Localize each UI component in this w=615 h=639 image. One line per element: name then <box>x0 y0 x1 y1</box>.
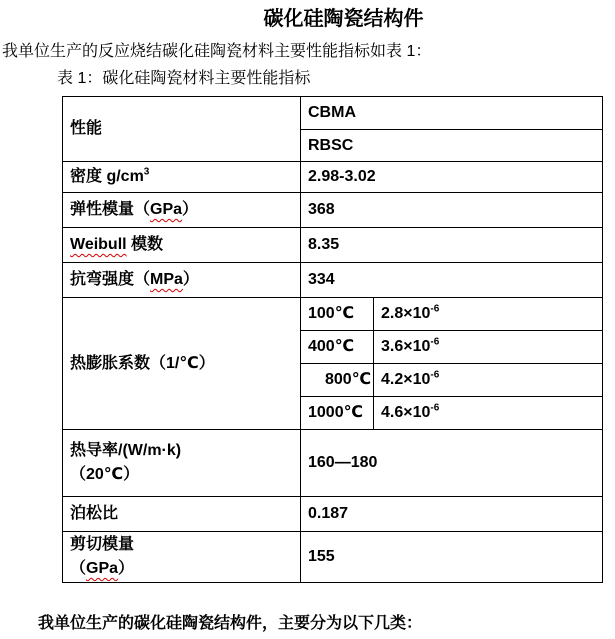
elastic-modulus-value-cell: 368 <box>301 193 603 228</box>
cte-temp-100-cell: 100℃ <box>301 298 374 331</box>
closing-paragraph: 我单位生产的碳化硅陶瓷结构件，主要分为以下几类： <box>38 615 423 632</box>
thermal-conductivity-label-line2: （20℃） <box>70 466 140 483</box>
table-row-poisson <box>63 497 603 532</box>
table-row-density <box>63 162 603 193</box>
bending-strength-value-cell: 334 <box>301 263 603 298</box>
cte-value-400-cell <box>374 331 603 364</box>
cte-value-400-superscript: -6 <box>430 336 440 348</box>
shear-modulus-label-post: ） <box>118 560 135 577</box>
shear-modulus-label-pre: （ <box>70 560 87 577</box>
density-label: 密度 g/cm <box>70 168 144 185</box>
table-row-weibull <box>63 228 603 263</box>
cte-label-cell: 热膨胀系数（1/℃） <box>63 298 301 430</box>
poisson-label-cell: 泊松比 <box>63 497 301 532</box>
document-title: 碳化硅陶瓷结构件 <box>263 8 424 30</box>
table-row-cte-100 <box>63 298 603 331</box>
cte-value-1000-cell <box>374 397 603 430</box>
cte-value-100-cell <box>374 298 603 331</box>
material-cbma-cell: CBMA <box>301 97 603 130</box>
elastic-modulus-unit: GPa <box>150 201 183 218</box>
weibull-label-cell <box>63 228 301 263</box>
shear-modulus-value-cell: 155 <box>301 532 603 583</box>
elastic-modulus-label-cell <box>63 193 301 228</box>
table-row-bending-strength <box>63 263 603 298</box>
bending-strength-label-post: ） <box>182 271 199 288</box>
cte-value-800-cell <box>374 364 603 397</box>
density-label-cell <box>63 162 301 193</box>
cte-value-800-superscript: -6 <box>430 369 440 381</box>
table-row-elastic-modulus <box>63 193 603 228</box>
poisson-value-cell: 0.187 <box>301 497 603 532</box>
shear-modulus-label-line1: 剪切模量 <box>70 536 135 553</box>
elastic-modulus-label-post: ） <box>182 201 199 218</box>
table-row-shear-modulus <box>63 532 603 583</box>
table-row-header-1 <box>63 97 603 130</box>
bending-strength-label-pre: 抗弯强度（ <box>70 271 151 288</box>
cte-temp-1000-cell: 1000℃ <box>301 397 374 430</box>
bending-strength-unit: MPa <box>150 271 183 288</box>
intro-paragraph: 我单位生产的反应烧结碳化硅陶瓷材料主要性能指标如表 1： <box>2 43 432 60</box>
properties-table <box>62 96 603 583</box>
cte-value-400: 3.6×10 <box>381 338 431 355</box>
table-row-thermal-conductivity <box>63 430 603 497</box>
bending-strength-label-cell <box>63 263 301 298</box>
thermal-conductivity-value-cell: 160—180 <box>301 430 603 497</box>
weibull-value-cell: 8.35 <box>301 228 603 263</box>
cte-temp-400-cell: 400℃ <box>301 331 374 364</box>
table-caption: 表 1：碳化硅陶瓷材料主要性能指标 <box>57 70 311 87</box>
cte-value-1000: 4.6×10 <box>381 404 431 421</box>
cte-value-800: 4.2×10 <box>381 371 431 388</box>
property-header-cell: 性能 <box>63 97 301 162</box>
cte-temp-800-cell: 800℃ <box>301 364 374 397</box>
cte-value-1000-superscript: -6 <box>430 402 440 414</box>
shear-modulus-label-cell <box>63 532 301 583</box>
material-rbsc-cell: RBSC <box>301 130 603 162</box>
shear-modulus-label-line2 <box>70 557 294 581</box>
cte-value-100-superscript: -6 <box>430 303 440 315</box>
density-value-cell: 2.98-3.02 <box>301 162 603 193</box>
elastic-modulus-label-pre: 弹性模量（ <box>70 201 151 218</box>
density-label-superscript: 3 <box>143 166 150 178</box>
thermal-conductivity-label-line1: 热导率/(W/m·k) <box>70 442 182 459</box>
shear-modulus-unit: GPa <box>86 560 119 577</box>
cte-value-100: 2.8×10 <box>381 305 431 322</box>
weibull-label-post: 模数 <box>126 236 164 253</box>
thermal-conductivity-label-cell <box>63 430 301 497</box>
weibull-word: Weibull <box>70 236 127 253</box>
